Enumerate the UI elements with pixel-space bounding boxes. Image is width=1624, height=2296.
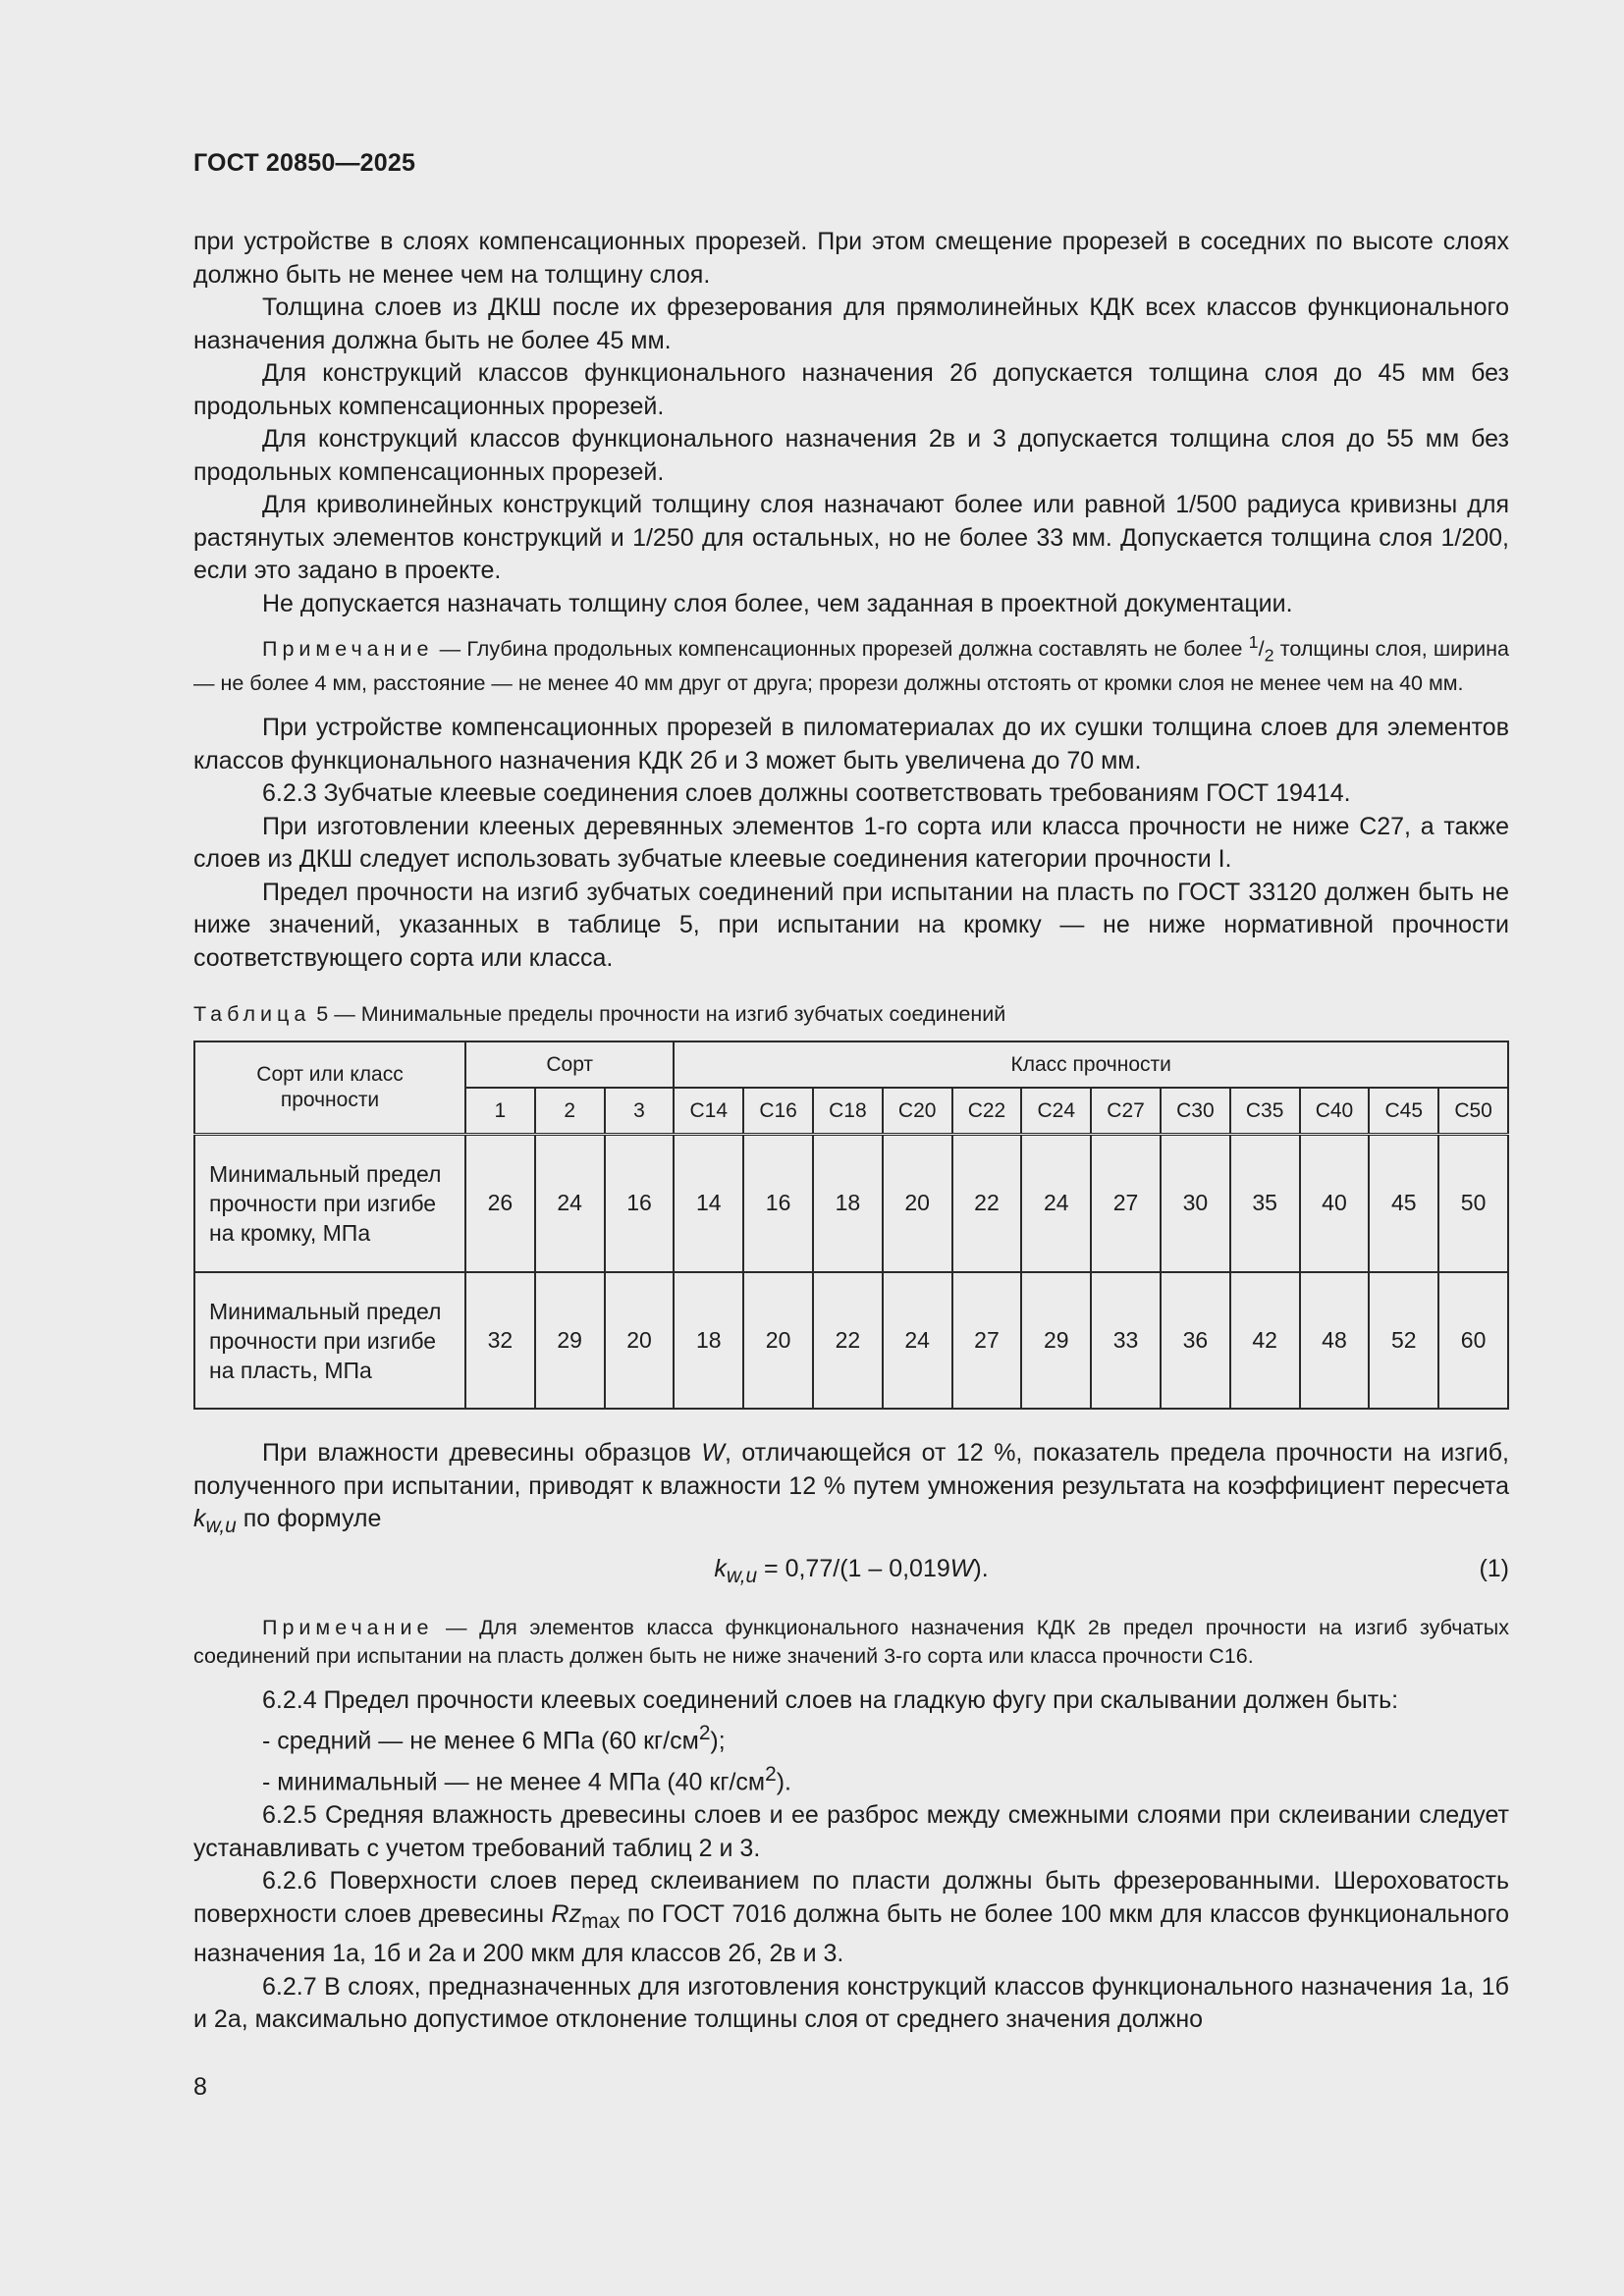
formula-text: ).	[973, 1554, 989, 1582]
table-column-header: 3	[605, 1088, 675, 1134]
document-code: ГОСТ 20850—2025	[193, 149, 416, 177]
table-column-header: С16	[743, 1088, 813, 1134]
table-cell: 24	[1021, 1134, 1091, 1272]
table-column-header: 1	[465, 1088, 535, 1134]
table-cell: 27	[1091, 1134, 1161, 1272]
paragraph: Для криволинейных конструкций толщину слоя назначают более или равной 1/500 радиуса кривизны для растянутых элементов конструкций и 1/250 для остальных, но не более 33 мм. Допускается толщина слоя 1/200, если это задано в проекте.	[193, 491, 1509, 584]
variable-w: W	[949, 1554, 974, 1582]
text-run: 6.2.6 Поверхности слоев перед склеиванием по пласти должны быть фрезерованными. Шероховатость поверхности слоев древесины	[193, 1867, 1509, 1928]
paragraph: Для конструкций классов функционального назначения 2б допускается толщина слоя до 45 мм без продольных компенсационных прорезей.	[193, 359, 1509, 420]
table-cell: 36	[1161, 1272, 1230, 1409]
fraction-denominator: 2	[1264, 645, 1274, 666]
formula-number: (1)	[1479, 1554, 1509, 1582]
note-label: Примечание	[262, 637, 434, 662]
paragraph: Предел прочности на изгиб зубчатых соединений при испытании на пласть по ГОСТ 33120 должен быть не ниже значений, указанных в таблице 5, при испытании на кромку — не ниже нормативной прочности соответствующего сорта или класса.	[193, 878, 1509, 972]
table-cell: 29	[535, 1272, 605, 1409]
text-run: , отличающейся от 12 %, показатель предела прочности на изгиб, полученного при испытании, приводят к влажности 12 % путем умножения результата на коэффициент пересчета	[193, 1439, 1509, 1500]
table-corner-header: Сорт или класс прочности	[194, 1041, 465, 1134]
table-cell: 18	[674, 1272, 743, 1409]
table-column-header: С14	[674, 1088, 743, 1134]
table-cell: 50	[1438, 1134, 1508, 1272]
table-cell: 20	[605, 1272, 675, 1409]
paragraph: 6.2.5 Средняя влажность древесины слоев и ее разброс между смежными слоями при склеивании следует устанавливать с учетом требований таблиц 2 и 3.	[193, 1801, 1509, 1862]
paragraph: 6.2.3 Зубчатые клеевые соединения слоев должны соответствовать требованиям ГОСТ 19414.	[262, 779, 1351, 808]
table-group-header-sort: Сорт	[465, 1041, 674, 1088]
table-column-header: С30	[1161, 1088, 1230, 1134]
paragraph: Толщина слоев из ДКШ после их фрезерования для прямолинейных КДК всех классов функционального назначения должна быть не более 45 мм.	[193, 294, 1509, 354]
paragraph: Для конструкций классов функционального назначения 2в и 3 допускается толщина слоя до 55 мм без продольных компенсационных прорезей.	[193, 425, 1509, 486]
list-text: ).	[776, 1768, 791, 1796]
list-text: - минимальный — не менее 4 МПа (40 кг/см	[262, 1768, 766, 1796]
table-cell: 48	[1300, 1272, 1370, 1409]
paragraph-moisture	[193, 1437, 1509, 1543]
table-group-header-class: Класс прочности	[674, 1041, 1508, 1088]
table-cell: 16	[743, 1134, 813, 1272]
note-text: Для элементов класса функционального назначения КДК 2в предел прочности на изгиб зубчатых соединений при испытании на пласть должен быть не ниже значений 3-го сорта или класса прочности С16.	[193, 1615, 1509, 1668]
note-2	[193, 1614, 1509, 1671]
paragraph: 6.2.7 В слоях, предназначенных для изготовления конструкций классов функционального назначения 1а, 1б и 2а, максимально допустимое отклонение толщины слоя от среднего значения должно	[193, 1972, 1509, 2034]
paragraph: При изготовлении клееных деревянных элементов 1-го сорта или класса прочности не ниже С27, а также слоев из ДКШ следует использовать зубчатые клеевые соединения категории прочности I.	[193, 812, 1509, 874]
list-text: );	[710, 1727, 726, 1755]
note-1: Примечание — Глубина продольных компенсационных прорезей должна составлять не более $^1/_2$ толщины слоя, ширина — не более 4 мм, расстояние — не менее 40 мм друг от друга; прорези должны отстоять от кромки слоя не менее чем на 40 мм.	[193, 632, 1509, 696]
table-cell: 26	[465, 1134, 535, 1272]
page-content	[193, 226, 1509, 2037]
paragraph: Не допускается назначать толщину слоя более, чем заданная в проектной документации.	[262, 589, 1293, 617]
table-cell: 22	[952, 1134, 1022, 1272]
formula-body	[193, 1553, 1509, 1593]
table-cell: 14	[674, 1134, 743, 1272]
paragraph: 6.2.4 Предел прочности клеевых соединений слоев на гладкую фугу при скалывании должен быть:	[262, 1685, 1399, 1714]
table-cell: 22	[813, 1272, 883, 1409]
table-cell: 24	[883, 1272, 952, 1409]
table-cell: 16	[605, 1134, 675, 1272]
table-column-header: С50	[1438, 1088, 1508, 1134]
table-cell: 27	[952, 1272, 1022, 1409]
table-cell: 24	[535, 1134, 605, 1272]
table-cell: 20	[883, 1134, 952, 1272]
table-caption	[193, 1000, 1509, 1029]
superscript: 2	[698, 1722, 711, 1745]
formula-1	[193, 1547, 1509, 1592]
table-cell: 29	[1021, 1272, 1091, 1409]
list-text: - средний — не менее 6 МПа (60 кг/см	[262, 1727, 699, 1755]
variable-k: k	[714, 1554, 727, 1582]
table-cell: 20	[743, 1272, 813, 1409]
variable-k-subscript: w,u	[205, 1515, 237, 1538]
table-column-header: 2	[535, 1088, 605, 1134]
note-text: Глубина продольных компенсационных прорезей должна составлять не более	[466, 637, 1249, 662]
variable-k-subscript: w,u	[726, 1564, 758, 1587]
table-cell: 35	[1230, 1134, 1300, 1272]
strength-table	[193, 1041, 1509, 1410]
paragraph: при устройстве в слоях компенсационных прорезей. При этом смещение прорезей в соседних по высоте слоях должно быть не менее чем на толщину слоя.	[193, 228, 1509, 289]
variable-rz-subscript: max	[581, 1909, 621, 1933]
table-cell: 30	[1161, 1134, 1230, 1272]
text-run: При влажности древесины образцов	[262, 1439, 702, 1468]
table-caption-text: 5 — Минимальные пределы прочности на изгиб зубчатых соединений	[310, 1002, 1006, 1027]
fraction-numerator: 1	[1248, 632, 1259, 652]
text-run: по ГОСТ 7016 должна быть не более 100 мкм для классов функционального назначения 1а, 1б и 2а и 200 мкм для классов 2б, 2в и 3.	[193, 1899, 1509, 1968]
table-cell: 60	[1438, 1272, 1508, 1409]
table-cell: 32	[465, 1272, 535, 1409]
table-column-header: С27	[1091, 1088, 1161, 1134]
table-column-header: С40	[1300, 1088, 1370, 1134]
note-dash: —	[433, 1615, 480, 1639]
note-dash: —	[433, 637, 467, 662]
note-label: Примечание	[262, 1615, 434, 1639]
table-caption-label: Таблица	[193, 1002, 311, 1027]
superscript: 2	[765, 1763, 777, 1787]
text-run: по формуле	[236, 1505, 382, 1533]
variable-rz: Rz	[551, 1899, 582, 1928]
table-column-header: С45	[1369, 1088, 1438, 1134]
table-column-header: С20	[883, 1088, 952, 1134]
table-column-header: С22	[952, 1088, 1022, 1134]
paragraph: При устройстве компенсационных прорезей в пиломатериалах до их сушки толщина слоев для элементов классов функционального назначения КДК 2б и 3 может быть увеличена до 70 мм.	[193, 714, 1509, 774]
table-cell: 45	[1369, 1134, 1438, 1272]
table-cell: 52	[1369, 1272, 1438, 1409]
paragraph	[193, 1865, 1509, 1971]
list-item	[193, 1758, 1509, 1799]
table-row-label: Минимальный предел прочности при изгибе на кромку, МПа	[194, 1134, 465, 1272]
list-item	[193, 1717, 1509, 1758]
table-cell: 42	[1230, 1272, 1300, 1409]
table-column-header: С18	[813, 1088, 883, 1134]
page-number: 8	[193, 2073, 207, 2101]
formula-text: = 0,77/(1 – 0,019	[757, 1554, 950, 1582]
table-column-header: С24	[1021, 1088, 1091, 1134]
note-text: толщины слоя, ширина — не более 4 мм, расстояние — не менее 40 мм друг от друга; прорези должны отстоять от кромки слоя не менее чем на 40 мм.	[193, 637, 1509, 696]
variable-w: W	[701, 1439, 725, 1468]
table-row-label: Минимальный предел прочности при изгибе на пласть, МПа	[194, 1272, 465, 1409]
table-cell: 18	[813, 1134, 883, 1272]
table-column-header: С35	[1230, 1088, 1300, 1134]
table-cell: 33	[1091, 1272, 1161, 1409]
variable-k: k	[193, 1505, 206, 1533]
table-cell: 40	[1300, 1134, 1370, 1272]
